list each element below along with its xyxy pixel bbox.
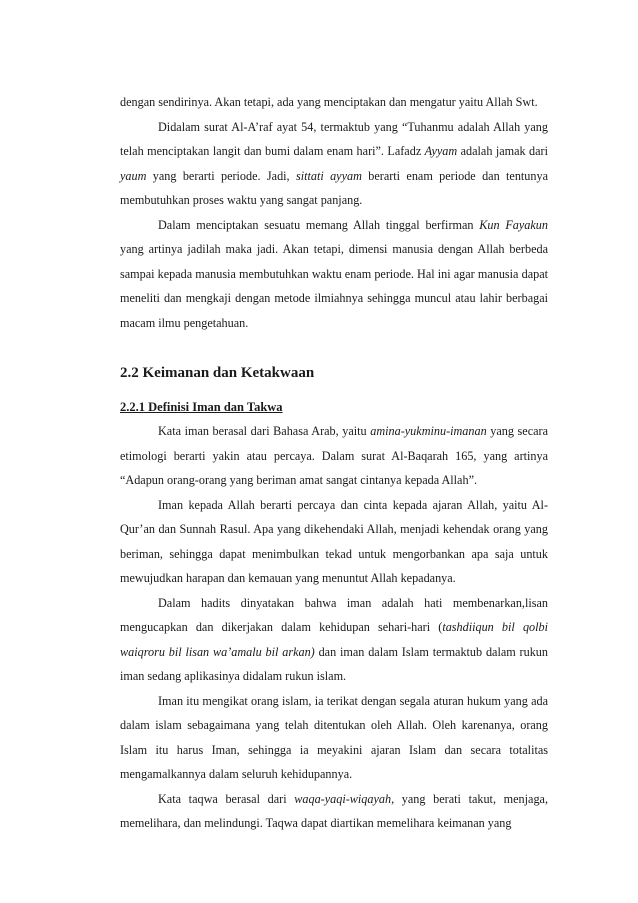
italic-term: sittati ayyam xyxy=(295,168,362,183)
paragraph xyxy=(120,689,548,787)
text-segment: dengan sendirinya. Akan tetapi, ada yang menciptakan dan mengatur yaitu Allah Swt. xyxy=(120,95,538,109)
text-segment: Iman itu mengikat orang islam, ia terikat dengan segala aturan hukum yang ada dalam islam sebagaimana yang telah ditentukan oleh Allah. Oleh karenanya, orang Islam itu harus Iman, sehingga ia meyakini ajaran Islam dan secara totalitas mengamalkannya dalam seluruh kehidupannya. xyxy=(120,693,548,781)
italic-term: Kun Fayakun xyxy=(479,217,548,232)
text-segment: yang secara etimologi berarti yakin atau percaya. Dalam surat Al-Baqarah 165, yang artinya “Adapun orang-orang yang beriman amat sangat cintanya kepada Allah”. xyxy=(120,424,548,487)
text-segment: Kata iman berasal dari Bahasa Arab, yaitu xyxy=(158,424,371,438)
page-content xyxy=(120,90,548,836)
text-segment: yang berarti periode. Jadi, xyxy=(146,168,296,183)
text-segment: Dalam hadits dinyatakan bahwa iman adalah hati membenarkan,lisan mengucapkan dan dikerjakan dalam kehidupan sehari-hari ( xyxy=(120,595,548,634)
italic-term: tashdiiqun bil qolbi waiqroru bil lisan wa’amalu bil arkan) xyxy=(120,620,548,659)
paragraph xyxy=(120,90,548,115)
section-title: 2.2 Keimanan dan Ketakwaan xyxy=(120,365,315,381)
text-segment: dan iman dalam Islam termaktub dalam rukun iman sedang aplikasinya didalam rukun islam. xyxy=(120,644,548,683)
text-segment: yang artinya jadilah maka jadi. Akan tetapi, dimensi manusia dengan Allah berbeda sampai kepada manusia membutuhkan waktu enam periode. Hal ini agar manusia dapat meneliti dan mengkaji dengan metode ilmiahnya sehingga muncul atau lahir berbagai macam ilmu pengetahuan. xyxy=(120,242,548,330)
italic-term: Ayyam xyxy=(424,144,458,158)
paragraph xyxy=(120,213,548,336)
text-segment: Dalam menciptakan sesuatu memang Allah tinggal berfirman xyxy=(158,217,480,232)
italic-term: amina-yukminu-imanan xyxy=(370,424,487,438)
italic-term: yaum xyxy=(120,168,147,183)
intro-paragraphs xyxy=(120,90,548,335)
text-segment: adalah jamak dari xyxy=(457,144,549,158)
paragraph xyxy=(120,591,548,689)
subsection-title: 2.2.1 Definisi Iman dan Takwa xyxy=(120,400,283,414)
text-segment: Didalam surat Al-A’raf ayat 54, termaktub yang “Tuhanmu adalah Allah yang telah menciptakan langit dan bumi dalam enam hari”. Lafadz xyxy=(120,119,548,158)
paragraph xyxy=(120,493,548,591)
text-segment: yang berati takut, menjaga, memelihara, dan melindungi. Taqwa dapat diartikan memelihara keimanan yang xyxy=(120,791,548,830)
paragraph xyxy=(120,115,548,213)
text-segment: berarti enam periode dan tentunya membutuhkan proses waktu yang sangat panjang. xyxy=(120,168,548,207)
paragraph xyxy=(120,419,548,493)
definition-paragraphs xyxy=(120,419,548,836)
paragraph xyxy=(120,787,548,836)
italic-term: waqa-yaqi-wiqayah, xyxy=(294,791,395,806)
text-segment: Kata taqwa berasal dari xyxy=(158,791,295,806)
text-segment: Iman kepada Allah berarti percaya dan cinta kepada ajaran Allah, yaitu Al-Qur’an dan Sunnah Rasul. Apa yang dikehendaki Allah, menjadi kehendak orang yang beriman, sehingga dapat menimbulkan tekad untuk mengorbankan apa saja untuk mewujudkan harapan dan kemauan yang menuntut Allah kepadanya. xyxy=(120,497,548,585)
